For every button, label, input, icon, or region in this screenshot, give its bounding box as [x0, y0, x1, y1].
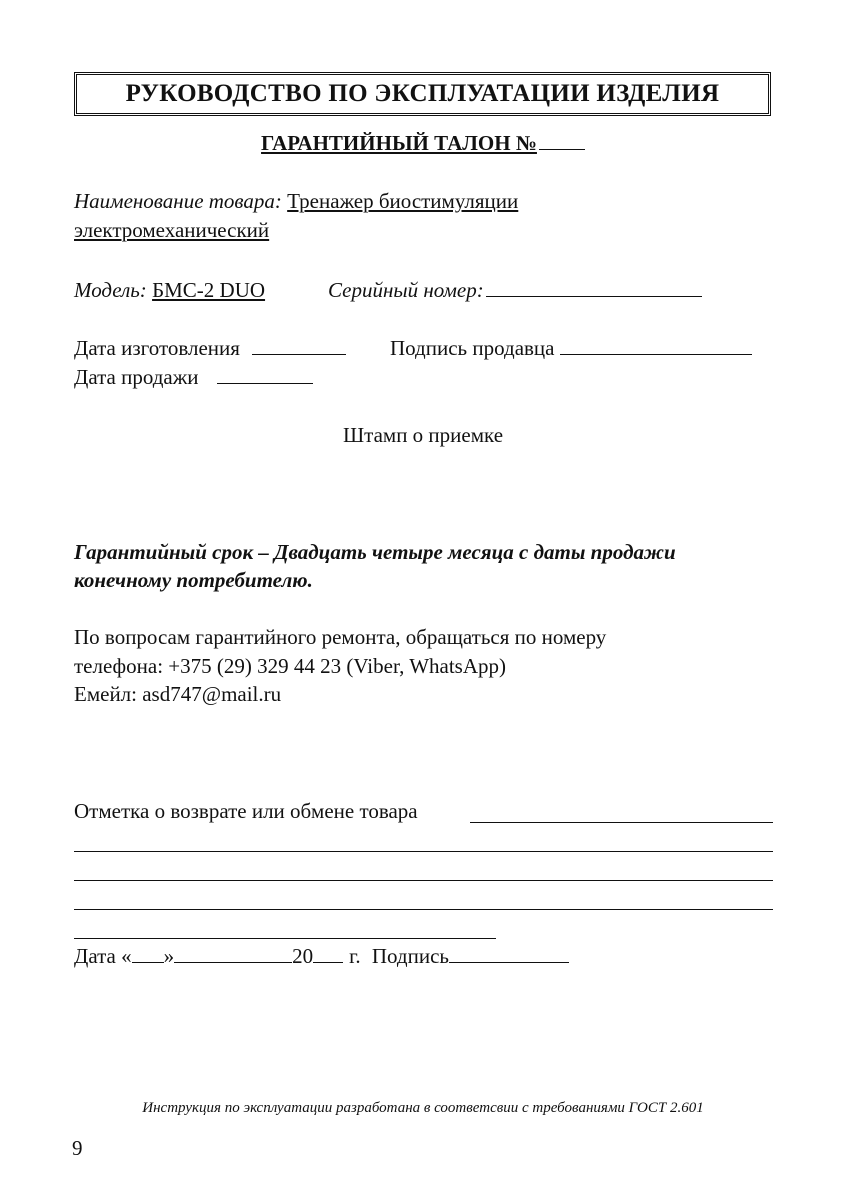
return-mark-label: Отметка о возврате или обмене товара	[74, 799, 418, 823]
product-name-row	[74, 189, 518, 214]
serial-row	[328, 278, 702, 303]
contact-line-1: По вопросам гарантийного ремонта, обращаться по номеру	[74, 625, 607, 649]
model-row	[74, 278, 265, 303]
signature-field[interactable]	[449, 944, 569, 963]
day-field[interactable]	[132, 944, 164, 963]
product-name-row-2	[74, 218, 269, 243]
seller-signature-row	[390, 336, 752, 361]
document-title: РУКОВОДСТВО ПО ЭКСПЛУАТАЦИИ ИЗДЕЛИЯ	[125, 80, 720, 107]
sale-date-field[interactable]	[217, 365, 313, 384]
return-mark-line-2[interactable]	[74, 851, 773, 852]
quote-close: »	[163, 944, 175, 968]
date-signature-row	[74, 944, 569, 969]
warranty-term-line-1: Гарантийный срок – Двадцать четыре месяца с даты продажи	[74, 540, 676, 564]
footer-note: Инструкция по эксплуатации разработана в соответсвии с требованиями ГОСТ 2.601	[142, 1100, 704, 1116]
manufacture-date-field[interactable]	[252, 336, 346, 355]
product-name-value: Тренажер биостимуляции	[287, 189, 519, 213]
warranty-number-field[interactable]	[539, 131, 585, 150]
manufacture-date-label: Дата изготовления	[74, 336, 240, 360]
return-mark-field[interactable]	[470, 822, 773, 823]
product-name-label: Наименование товара:	[74, 189, 282, 213]
year-field[interactable]	[313, 944, 343, 963]
year-prefix: 20	[292, 944, 314, 968]
warranty-term-line-2: конечному потребителю.	[74, 568, 313, 592]
acceptance-stamp-label: Штамп о приемке	[342, 423, 504, 447]
year-suffix: г.	[349, 944, 361, 968]
manufacture-date-row	[74, 336, 346, 361]
model-value: БМС-2 DUO	[152, 278, 266, 302]
return-mark-line-4[interactable]	[74, 909, 773, 910]
warranty-card-title-text: ГАРАНТИЙНЫЙ ТАЛОН №	[261, 131, 537, 155]
serial-label: Серийный номер:	[328, 278, 484, 302]
document-header	[74, 72, 771, 116]
sale-date-row	[74, 365, 313, 390]
model-label: Модель:	[74, 278, 147, 302]
signature-label: Подпись	[371, 944, 449, 968]
date-label: Дата «	[74, 944, 132, 968]
sale-date-label: Дата продажи	[74, 365, 199, 389]
product-name-value-2: электромеханический	[74, 218, 270, 242]
contact-phone: телефона: +375 (29) 329 44 23 (Viber, WhatsApp)	[74, 654, 507, 678]
return-mark-line-3[interactable]	[74, 880, 773, 881]
contact-email: Емейл: asd747@mail.ru	[74, 682, 282, 706]
warranty-card-title	[0, 131, 846, 156]
return-mark-row	[74, 799, 418, 824]
month-field[interactable]	[174, 944, 292, 963]
seller-signature-label: Подпись продавца	[390, 336, 555, 360]
page-number: 9	[72, 1136, 83, 1160]
return-mark-line-5[interactable]	[74, 938, 496, 939]
seller-signature-field[interactable]	[560, 336, 752, 355]
serial-number-field[interactable]	[486, 278, 702, 297]
